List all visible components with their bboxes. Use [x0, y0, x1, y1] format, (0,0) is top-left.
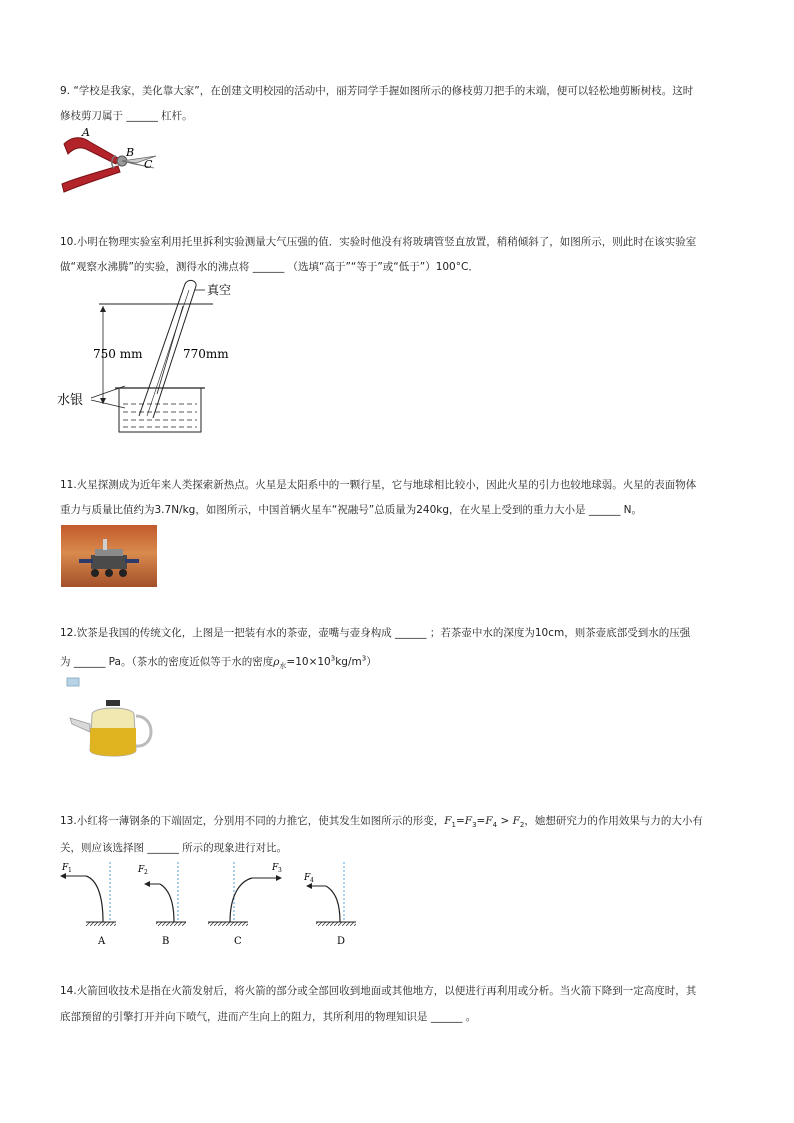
shears-label-c: C	[144, 158, 153, 171]
q12-text-line1: 12.饮茶是我国的传统文化，上图是一把装有水的茶壶，壶嘴与壶身构成 ______ ；若茶壶中水的深度为10cm，则茶壶底部受到水的压强	[60, 627, 691, 639]
relation-op: =	[455, 815, 465, 827]
label-vacuum: 真空	[207, 283, 232, 297]
q14-text-line2: 底部预留的引擎打开并向下喷气，进而产生向上的阻力，其所利用的物理知识是 ______ 。	[60, 1011, 477, 1023]
relation-op: =	[476, 815, 486, 827]
q9-text-line2: 修枝剪刀属于 ______ 杠杆。	[60, 110, 193, 122]
q11-text-line2: 重力与质量比值约为3.7N/kg，如图所示，中国首辆火星车“祝融号”总质量为240kg，在火星上受到的重力大小是 ______ N。	[60, 504, 643, 516]
q13-line1-part-a: 13.小红将一薄钢条的下端固定，分别用不同的力推它，使其发生如图所示的形变，	[60, 815, 445, 827]
q10-text-line1: 10.小明在物理实验室利用托里拆利实验测量大气压强的值．实验时他没有将玻璃管竖直放置，稍稍倾斜了，如图所示，则此时在该实验室	[60, 236, 697, 248]
strip-figure-d	[303, 862, 356, 947]
small-image-icon	[66, 676, 80, 688]
force-sub: 1	[451, 821, 456, 830]
strip-figure-c	[208, 862, 282, 947]
label-c: C	[234, 936, 242, 947]
label-f4-sub: 4	[310, 877, 314, 884]
q14-text-line1: 14.火箭回收技术是指在火箭发射后，将火箭的部分或全部回收到地面或其他地方，以便进行再利用或分析。当火箭下降到一定高度时，其	[60, 985, 697, 997]
strip-figure-b	[137, 862, 186, 947]
label-mercury: 水银	[57, 393, 84, 408]
q12-line2-part-a: 为 ______ Pa。（茶水的密度近似等于水的密度	[60, 656, 274, 668]
label-f3: F	[272, 863, 279, 873]
q13-text-line2: 关，则应该选择图 ______ 所示的现象进行对比。	[60, 842, 288, 854]
exponent-1: 3	[330, 654, 336, 663]
q12-line2-part-b: =10×10	[286, 656, 331, 668]
exponent-2: 3	[361, 654, 367, 663]
mars-rover-photo	[61, 525, 157, 587]
pruning-shears-figure	[56, 126, 166, 194]
force-sub: 4	[492, 821, 498, 830]
force-relation	[444, 815, 525, 830]
strip-figure-a	[60, 862, 116, 947]
q11-text-line1: 11.火星探测成为近年来人类探索新热点。火星是太阳系中的一颗行星，它与地球相比较小，因此火星的引力也较地球弱。火星的表面物体	[60, 479, 697, 491]
force-f: F	[464, 815, 473, 827]
force-sub: 3	[472, 821, 477, 830]
label-770mm: 770mm	[183, 347, 229, 361]
label-d: D	[337, 936, 346, 947]
label-b: B	[162, 936, 170, 947]
label-f1-sub: 1	[68, 867, 72, 874]
q10-text-line2: 做“观察水沸腾”的实验，测得水的沸点将 ______ （选填“高于”“等于”或“低于”）100°C．	[60, 261, 479, 273]
torricelli-experiment-figure	[55, 276, 255, 438]
q12-line2-part-c: kg/m	[335, 656, 362, 668]
q9-text-line1: 9. “学校是我家，美化靠大家”，在创建文明校园的活动中，丽芳同学手握如图所示的修枝剪刀把手的末端，便可以轻松地剪断树枝。这时	[60, 85, 694, 97]
label-f2: F	[138, 865, 145, 875]
label-a: A	[98, 936, 106, 947]
force-f: F	[512, 815, 520, 827]
rho-subscript: 水	[279, 662, 287, 671]
label-f1: F	[62, 863, 69, 873]
q13-text-line1	[60, 814, 703, 828]
steel-strip-figures	[58, 858, 358, 950]
label-f3-sub: 3	[278, 867, 282, 874]
q12-line2-part-d: ）	[366, 656, 377, 668]
q13-line1-part-b: ，她想研究力的作用效果与力的大小有	[524, 815, 703, 827]
shears-label-b: B	[126, 146, 135, 159]
force-sub: 2	[519, 821, 525, 830]
label-f4: F	[304, 873, 311, 883]
q12-text-line2	[60, 655, 377, 669]
label-750mm: 750 mm	[93, 347, 143, 361]
label-f2-sub: 2	[144, 869, 148, 876]
force-f: F	[444, 815, 452, 827]
relation-op: >	[497, 815, 513, 827]
rho-symbol: ρ	[273, 656, 280, 668]
teapot-photo	[66, 700, 156, 762]
shears-label-a: A	[82, 126, 90, 139]
force-f: F	[485, 815, 493, 827]
